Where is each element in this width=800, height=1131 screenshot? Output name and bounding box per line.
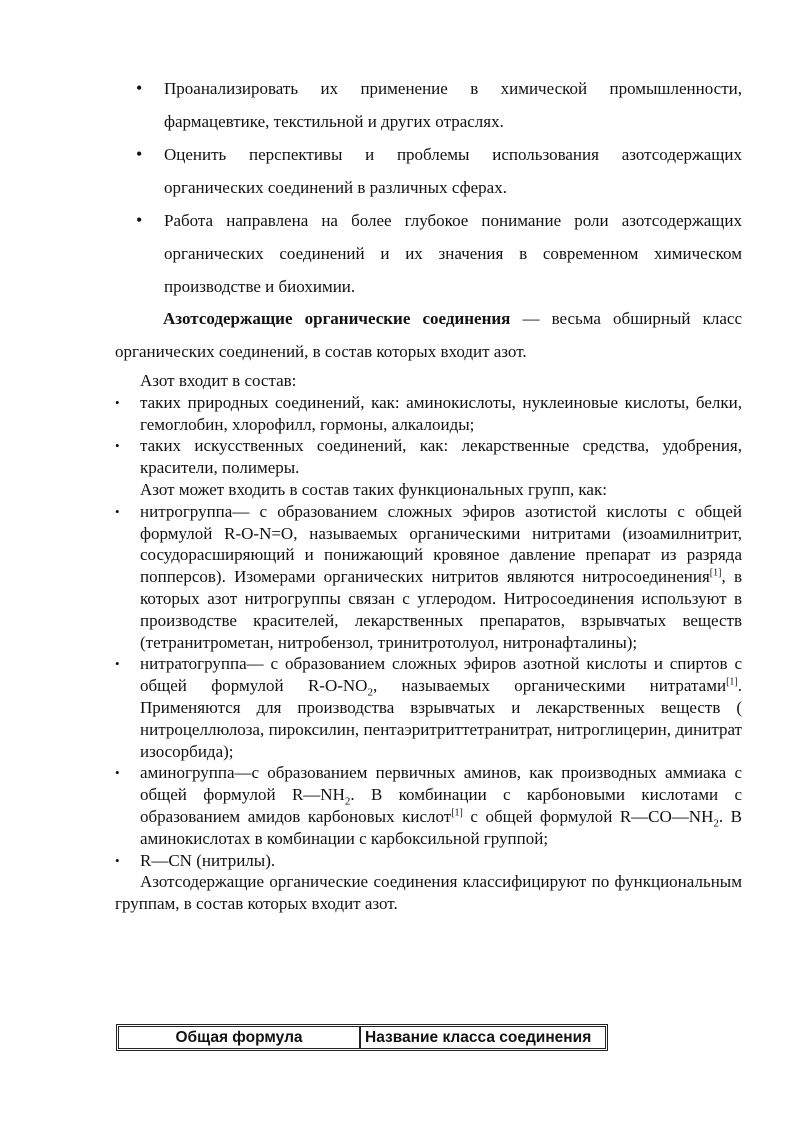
- nitrile-group-item: [115, 850, 742, 872]
- footnote-ref: [1]: [451, 807, 463, 819]
- objective-text: Оценить перспективы и проблемы использования азотсодержащих органических соединений в различных сферах.: [164, 145, 742, 197]
- subscript: 2: [344, 795, 351, 808]
- subscript: 2: [367, 686, 373, 699]
- bullet-icon: •: [115, 765, 120, 781]
- composition-section: [115, 370, 742, 915]
- nitrate-group-item: [115, 653, 742, 762]
- nitrate-text-a: нитратогруппа— с образованием сложных эфиров азотной кислоты и спиртов с общей формулой R-O-NO: [140, 654, 742, 696]
- nitrile-text: R—CN (нитрилы).: [140, 850, 276, 870]
- bullet-icon: •: [115, 852, 120, 868]
- bullet-icon: •: [115, 438, 120, 454]
- footnote-ref: [1]: [709, 567, 722, 579]
- classification-paragraph: Азотсодержащие органические соединения классифицируют по функциональным группам, в состав которых входит азот.: [115, 872, 742, 914]
- nitro-text-a: нитрогруппа— с образованием сложных эфиров азотистой кислоты с общей формулой R-O-N=O, называемых органическими нитритами (изоамилнитрит, сосудорасширяющий и понижающий кровяное давление препарат из разряда попперсов). Изомерами органических нитритов являются нитросоединения: [140, 501, 742, 587]
- bullet-icon: •: [136, 210, 143, 230]
- composition-lead: Азот входит в состав:: [140, 371, 297, 390]
- objectives-list: [130, 72, 742, 303]
- synthetic-compounds-text: таких искусственных соединений, как: лекарственные средства, удобрения, красители, полимеры.: [140, 436, 742, 478]
- objective-text: Проанализировать их применение в химической промышленности, фармацевтике, текстильной и других отраслях.: [164, 79, 742, 131]
- bullet-icon: •: [136, 78, 143, 98]
- bullet-icon: •: [115, 656, 120, 672]
- nitro-text-b: , в которых азот нитрогруппы связан с углеродом. Нитросоединения используют в производстве красителей, лекарственных препаратов, взрывчатых веществ (тетранитрометан, нитробензол, тринитротолуол, нитронафталины);: [140, 567, 742, 652]
- intro-term: Азотсодержащие органические соединения: [163, 309, 511, 328]
- objective-item: [130, 138, 742, 204]
- amino-text-b: . В комбинации с карбоновыми кислотами с образованием амидов карбоновых кислот: [140, 785, 742, 826]
- bullet-icon: •: [115, 503, 120, 519]
- amino-text-c: с общей формулой R—CO—NH: [462, 806, 714, 826]
- objective-text: Работа направлена на более глубокое понимание роли азотсодержащих органических соединений и их значения в современном химическом производстве и биохимии.: [164, 211, 742, 296]
- column-header-formula: Общая формула: [119, 1027, 361, 1048]
- synthetic-compounds-item: [115, 435, 742, 479]
- amino-group-item: [115, 762, 742, 849]
- natural-compounds-item: [115, 392, 742, 436]
- bullet-icon: •: [136, 144, 143, 164]
- natural-compounds-text: таких природных соединений, как: аминокислоты, нуклеиновые кислоты, белки, гемоглобин, хлорофилл, гормоны, алкалоиды;: [140, 392, 742, 434]
- amino-text-a: аминогруппа—с образованием первичных аминов, как производных аммиака с общей формулой R—NH: [140, 763, 742, 805]
- subscript: 2: [713, 817, 719, 830]
- objective-item: [130, 204, 742, 303]
- nitro-group-item: [115, 501, 742, 654]
- classification-table-header: [116, 1024, 608, 1051]
- column-header-class-name: Название класса соединения: [365, 1029, 592, 1046]
- objective-item: [130, 72, 742, 138]
- nitrate-text-b: , называемых органическими нитратами: [372, 676, 727, 696]
- intro-definition: — весьма обширный класс органических соединений, в состав которых входит азот.: [115, 309, 742, 361]
- intro-paragraph: [115, 302, 742, 368]
- groups-lead: Азот может входить в состав таких функциональных групп, как:: [140, 479, 607, 499]
- bullet-icon: •: [115, 394, 120, 410]
- amino-text-d: . В аминокислотах в комбинации с карбоксильной группой;: [140, 806, 742, 848]
- footnote-ref: [1]: [726, 676, 738, 688]
- nitrate-text-c: . Применяются для производства взрывчатых и лекарственных веществ ( нитроцеллюлоза, пироксилин, пентаэритриттетранитрат, нитроглицерин, динитрат изосорбида);: [140, 676, 742, 761]
